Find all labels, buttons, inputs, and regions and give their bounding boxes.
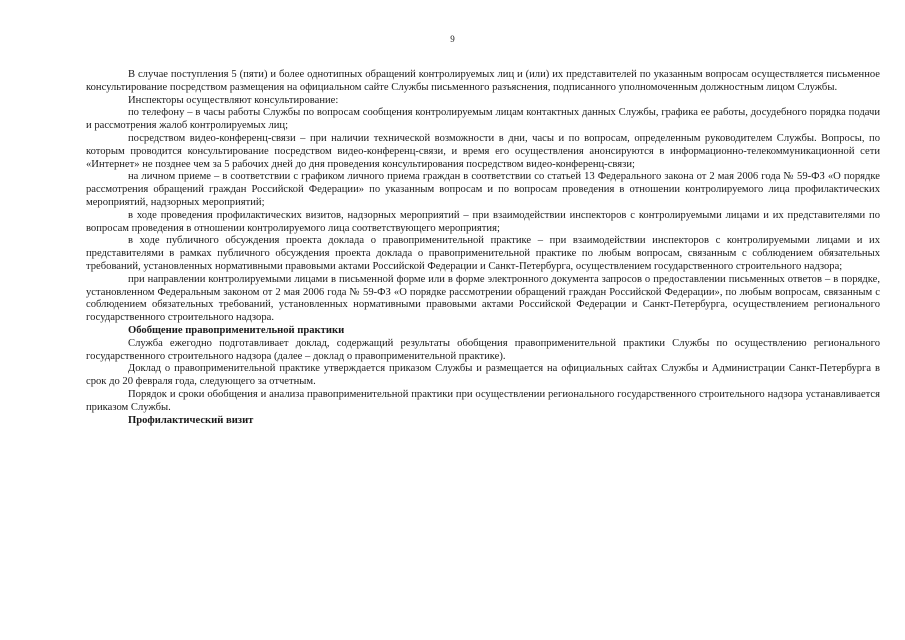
paragraph: при направлении контролируемыми лицами в письменной форме или в форме электронного документа запросов о предоставлении письменных ответов – в порядке, установленном Федеральным законом от 2 мая 2006 года № 59-ФЗ «О порядке рассмотрении обращений граждан Российской Федерации», по любым вопросам, связанным с соблюдением обязательных требований, установленных нормативными правовыми актами Российской Федерации и Санкт-Петербурга, осуществлением регионального государственного строительного надзора. bbox=[86, 273, 880, 324]
paragraph: в ходе публичного обсуждения проекта доклада о правоприменительной практике – при взаимодействии инспекторов с контролируемыми лицами и их представителями в рамках публичного обсуждения проекта доклада о правоприменительной практике по любым вопросам, связанным с соблюдением обязательных требований, установленных нормативными правовыми актами Российской Федерации и Санкт-Петербурга, осуществлением государственного строительного надзора; bbox=[86, 235, 880, 272]
paragraph: посредством видео-конференц-связи – при наличии технической возможности в дни, часы и по вопросам, определенным руководителем Службы. Вопросы, по которым проводится консультирование посредством видео-конференц-связи, и время его осуществления анонсируются в информационно-телекоммуникационной сети «Интернет» не позднее чем за 5 рабочих дней до дня проведения консультирования посредством видео-конференц-связи; bbox=[86, 132, 880, 170]
document-body bbox=[86, 69, 880, 427]
section-heading: Обобщение правоприменительной практики bbox=[128, 324, 345, 336]
paragraph: В случае поступления 5 (пяти) и более однотипных обращений контролируемых лиц и (или) их представителей по указанным вопросам осуществляется письменное консультирование посредством размещения на официальном сайте Службы письменного разъяснения, подписанного уполномоченным должностным лицом Службы. bbox=[86, 69, 880, 93]
paragraph: Инспекторы осуществляют консультирование: bbox=[128, 94, 339, 106]
page-number: 9 bbox=[450, 34, 455, 44]
paragraph: Доклад о правоприменительной практике утверждается приказом Службы и размещается на официальных сайтах Службы и Администрации Санкт-Петербурга в срок до 20 февраля года, следующего за отчетным. bbox=[86, 363, 880, 388]
paragraph: Служба ежегодно подготавливает доклад, содержащий результаты обобщения правоприменительной практики Службы по осуществлению регионального государственного строительного надзора (далее – доклад о правоприменительной практике). bbox=[86, 337, 880, 362]
paragraph: в ходе проведения профилактических визитов, надзорных мероприятий – при взаимодействии инспекторов с контролируемыми лицами и их представителями по вопросам проведения в отношении контролируемого лица соответствующего мероприятия; bbox=[86, 209, 880, 234]
section-heading: Профилактический визит bbox=[128, 414, 254, 426]
paragraph: по телефону – в часы работы Службы по вопросам сообщения контролируемым лицам контактных данных Службы, графика ее работы, досудебного порядка подачи и рассмотрения жалоб контролируемых лиц; bbox=[86, 107, 880, 132]
paragraph: Порядок и сроки обобщения и анализа правоприменительной практики при осуществлении регионального государственного строительного надзора устанавливается приказом Службы. bbox=[86, 388, 880, 413]
paragraph: на личном приеме – в соответствии с графиком личного приема граждан в соответствии со статьей 13 Федерального закона от 2 мая 2006 года № 59-ФЗ «О порядке рассмотрения обращений граждан Российской Федерации» по указанным вопросам и по вопросам проведения в отношении контролируемого лица профилактических мероприятий, надзорных мероприятий; bbox=[86, 171, 880, 208]
